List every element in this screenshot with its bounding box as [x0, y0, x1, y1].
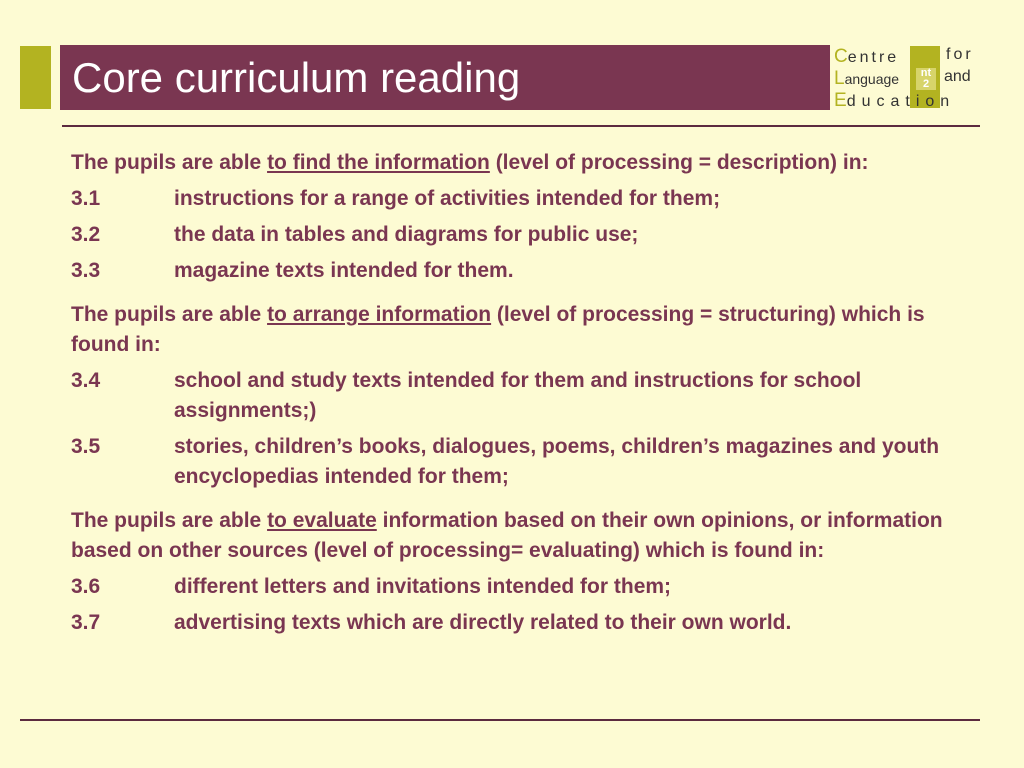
logo-text-anguage: anguage [844, 71, 900, 87]
logo-cap-l: L [834, 68, 845, 89]
page-title: Core curriculum reading [72, 53, 521, 101]
section-intro-1 [71, 148, 971, 178]
list-item [71, 256, 971, 286]
intro-keyword: to find the information [267, 151, 490, 174]
section-intro-2 [71, 300, 971, 360]
item-text: the data in tables and diagrams for public use; [174, 223, 639, 246]
item-number: 3.7 [71, 611, 101, 634]
intro-keyword: to arrange information [267, 303, 492, 326]
list-item [71, 432, 971, 492]
list-item [71, 572, 971, 602]
intro-text: The pupils are able [71, 303, 268, 326]
logo-cap-e: E [834, 90, 847, 111]
item-text: advertising texts which are directly related to their own world. [174, 611, 792, 634]
item-text: different letters and invitations intended for them; [174, 575, 672, 598]
item-number: 3.4 [71, 369, 101, 392]
item-text: stories, children’s books, dialogues, poems, children’s magazines and youth encyclopedias intended for them; [174, 435, 940, 488]
item-text: instructions for a range of activities intended for them; [174, 187, 721, 210]
intro-text: (level of processing = description) in: [489, 151, 869, 174]
logo-line-3 [834, 90, 955, 112]
logo-badge-bottom: 2 [922, 78, 930, 90]
logo-text-and: and [944, 68, 971, 85]
intro-text: information based on their own opinions, or information based on other sources (level of processing= evaluating) which is found in: [71, 509, 943, 562]
item-number: 3.6 [71, 575, 101, 598]
logo-text-ducation: ducation [846, 93, 956, 110]
logo-text-entre: entre [847, 49, 900, 66]
logo-badge-top: nt [920, 67, 932, 79]
item-number: 3.5 [71, 435, 101, 458]
item-number: 3.3 [71, 259, 101, 282]
item-number: 3.1 [71, 187, 101, 210]
intro-text: The pupils are able [71, 509, 268, 532]
item-text: school and study texts intended for them and instructions for school assignments;) [174, 369, 862, 422]
intro-text: The pupils are able [71, 151, 268, 174]
intro-keyword: to evaluate [267, 509, 377, 532]
list-item [71, 184, 971, 214]
title-bar [60, 45, 830, 110]
item-number: 3.2 [71, 223, 101, 246]
section-gap [71, 286, 971, 300]
section-intro-3 [71, 506, 971, 566]
list-item [71, 608, 971, 638]
intro-text: (level of processing = structuring) which is found in: [71, 303, 925, 356]
logo-line-1 [834, 46, 899, 68]
item-text: magazine texts intended for them. [174, 259, 514, 282]
title-accent-bar [20, 46, 51, 109]
title-divider [62, 125, 980, 127]
logo-text-for: for [946, 46, 974, 63]
section-gap [71, 492, 971, 506]
logo-badge [916, 68, 936, 90]
logo [832, 42, 982, 114]
list-item [71, 366, 971, 426]
list-item [71, 220, 971, 250]
logo-cap-c: C [834, 46, 848, 67]
slide-body [71, 148, 971, 638]
logo-line-2 [834, 68, 899, 90]
footer-divider [20, 719, 980, 721]
